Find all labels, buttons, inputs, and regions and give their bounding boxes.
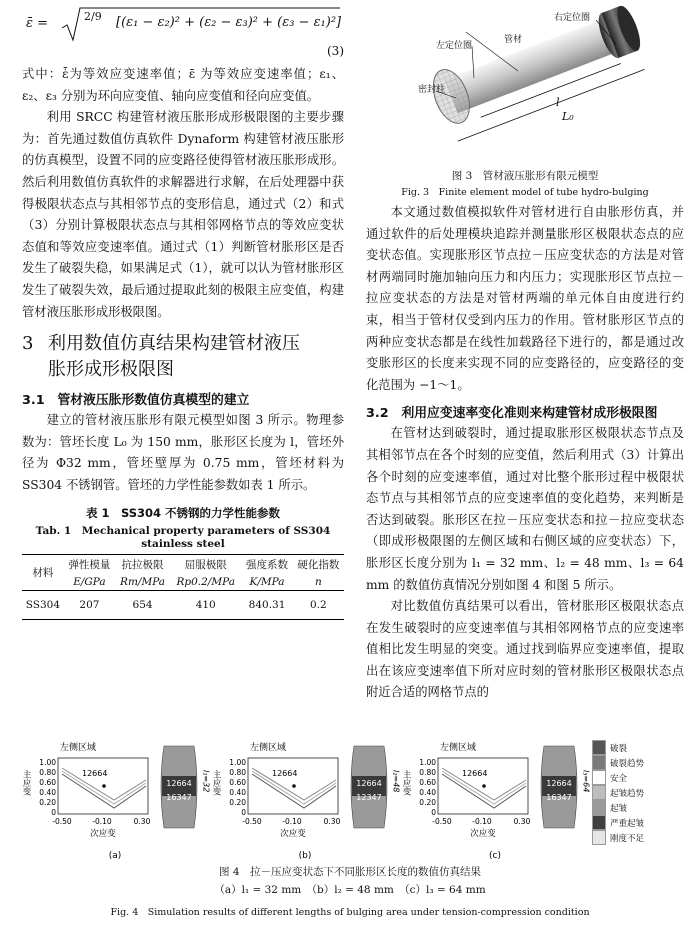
fig4-tube-node-a: 12664: [546, 779, 572, 788]
table1-header: 弹性模量: [68, 558, 111, 571]
table1-unit: Rp0.2/MPa: [176, 575, 235, 588]
fig4-ytick-label: 0.60: [229, 778, 246, 787]
fig4-legend-swatch: [592, 770, 606, 785]
fig3-caption-en: Fig. 3 Finite element model of tube hydro-bulging: [401, 187, 649, 198]
fig4-node-point: [482, 784, 486, 788]
fig4-xlabel: 次应变: [470, 829, 496, 839]
table1-header: 硬化指数: [297, 558, 340, 571]
fig4-xlabel: 次应变: [280, 829, 306, 839]
figure-3: [366, 6, 684, 198]
fig4-node-point: [102, 784, 106, 788]
table1-cell: SS304: [25, 598, 61, 611]
fig3-label-tube: 管材: [504, 35, 523, 45]
fig4-ylabel: 主应变: [401, 770, 411, 796]
fig4-ylabel: 主应变: [211, 770, 221, 796]
fig4-ytick-label: 0.60: [39, 778, 56, 787]
table1-unit: K/MPa: [249, 575, 285, 588]
fig4-tube-node-b: 16347: [166, 793, 192, 802]
fig4-ytick-label: 0: [241, 808, 246, 817]
table1-header: 强度系数: [246, 558, 289, 571]
eq3-number: (3): [327, 44, 344, 58]
fig4-xtick-label: -0.50: [432, 817, 452, 826]
fig4-ytick-label: 1.00: [39, 758, 56, 767]
table1-caption-en: Tab. 1 Mechanical property parameters of SS304 stainless steel: [35, 524, 331, 550]
fig4-xtick-label: 0.30: [133, 817, 151, 826]
section-3-2-paragraph-2: 对比数值仿真结果可以看出，管材胀形区极限状态点在发生破裂时的应变速率值与其相邻网格节点的应变速率值相比发生明显的突变。通过找到临界应变速率值，提取出在该应变速率值下所对应时刻的管材胀形区极限状态点附近合适的网格节点的: [366, 599, 684, 700]
fig4-ytick-label: 0.20: [229, 798, 246, 807]
fig4-node-point: [292, 784, 296, 788]
fig4-legend-item: [592, 830, 692, 845]
fig4-legend-label: 刚度不足: [610, 833, 645, 844]
table1-cell: 654: [132, 598, 153, 611]
fig4-length-label: l₂=48: [391, 770, 400, 793]
table1-row-header: 材料: [22, 554, 64, 590]
fig4-node-label: 12664: [272, 769, 298, 778]
fig4-ytick-label: 1.00: [419, 758, 436, 767]
fig4-ytick-label: 0: [51, 808, 56, 817]
table-row: [22, 590, 344, 619]
fig4-legend-label: 破裂趋势: [610, 758, 645, 769]
section-3-title-b: 胀形成形极限图: [48, 359, 174, 381]
fig4-ytick-label: 0.20: [419, 798, 436, 807]
section-3-1-text: 建立的管材液压胀形有限元模型如图 3 所示。物理参数为：管坯长度 L₀ 为 150 mm，胀形区长度为 l，管坯外径为 Φ32 mm，管坯壁厚为 0.75 mm，管坯材料为 SS304 不锈钢管。管坯的力学性能参数如表 1 所示。: [22, 413, 344, 492]
fig4-caption-sub: （a）l₁ = 32 mm （b）l₂ = 48 mm （c）l₃ = 64 mm: [214, 884, 486, 896]
fig4-region-label: 左侧区域: [250, 743, 287, 753]
fig4-xtick-label: -0.50: [52, 817, 72, 826]
left-paragraph-1: 式中：ε̇̄为等效应变速率值；ε̄ 为等效应变速率值；ε₁、ε₂、ε₃ 分别为环向应变值、轴向应变值和径向应变值。: [22, 67, 344, 103]
fig4-legend-swatch: [592, 815, 606, 830]
fig4-xtick-label: -0.10: [472, 817, 492, 826]
fig4-ytick-label: 0.60: [419, 778, 436, 787]
fig4-legend-item: [592, 740, 692, 755]
table1-cell: 207: [79, 598, 100, 611]
fig4-legend-swatch: [592, 830, 606, 845]
fig4-length-label: l₃=64: [581, 770, 590, 793]
fig4-legend-item: [592, 815, 692, 830]
fig4-ytick-label: 1.00: [229, 758, 246, 767]
fig4-region-label: 左侧区域: [440, 743, 477, 753]
fig4-caption-cn: 图 4 拉－压应变状态下不同胀形区长度的数值仿真结果: [218, 866, 482, 878]
fig4-legend-swatch: [592, 740, 606, 755]
section-3-title-a: 利用数值仿真结果构建管材液压: [48, 333, 300, 355]
fig4-panel-tag: (c): [489, 851, 501, 861]
section-3-2-paragraph-1: 在管材达到破裂时，通过提取胀形区极限状态节点及其相邻节点在各个时刻的应变值，然后利用式（3）计算出各个时刻的应变速率值，通过对比整个胀形过程中极限状态节点与其相邻节点的应变速率值的变化趋势，来判断是否达到破裂。胀形区在拉－压应变状态和拉－拉应变状态（即成形极限图的左侧区域和右侧区域的应变状态）下，胀形区长度分别为 l₁ = 32 mm、l₂ = 48 mm、l₃ = 64 mm 的数值仿真情况分别如图 4 和图 5 所示。: [366, 426, 684, 592]
fig3-label-left-locator: 左定位圈: [436, 41, 473, 51]
fig4-legend-swatch: [592, 755, 606, 770]
section-3-number: 3: [22, 333, 34, 355]
fig4-legend-label: 严重起皱: [610, 818, 645, 829]
fig4-caption-en: Fig. 4 Simulation results of different lengths of bulging area under tension-compression condition: [110, 907, 590, 918]
fig4-ylabel: 主应变: [21, 770, 31, 796]
table1-unit: E/GPa: [73, 575, 106, 588]
fig4-legend-label: 破裂: [610, 743, 628, 754]
fig4-ytick-label: 0.40: [229, 788, 246, 797]
fig4-ytick-label: 0.40: [419, 788, 436, 797]
fig4-xtick-label: 0.30: [513, 817, 531, 826]
fig4-ytick-label: 0.20: [39, 798, 56, 807]
fig4-legend-label: 起皱趋势: [610, 788, 645, 799]
section-3-2-heading: 3.2 利用应变速率变化准则来构建管材成形极限图: [366, 406, 658, 422]
fig4-legend-swatch: [592, 800, 606, 815]
fig4-xtick-label: -0.10: [282, 817, 302, 826]
fig4-legend-item: [592, 755, 692, 770]
right-paragraph-1: 本文通过数值模拟软件对管材进行自由胀形仿真，并通过软件的后处理模块追踪并测量胀形区极限状态点的应变状态值。实现胀形区节点拉－压应变状态的方法是对管材两端同时施加轴向压力和内压力；实现胀形区节点拉－拉应变状态的方法是对管材两端的单元体自由度进行约束，相当于管材仅受到内压力的作用。管材胀形区节点的两种应变状态都是在线性加载路径下进行的，都是通过改变胀形区的长度来实现不同的应变路径的，应变路径的变化范围为 −1～1。: [366, 205, 684, 392]
table1: [22, 554, 344, 620]
fig4-length-label: l₁=32: [201, 770, 210, 793]
table1-cell: 0.2: [309, 598, 327, 611]
fig3-caption-cn: 图 3 管材液压胀形有限元模型: [451, 170, 599, 182]
table1-header: 抗拉极限: [121, 558, 164, 571]
table1-cell: 410: [195, 598, 216, 611]
figure-4: [0, 740, 700, 936]
section-3-heading: [22, 331, 344, 383]
eq3-body: [(ε₁ − ε₂)² + (ε₂ − ε₃)² + (ε₃ − ε₁)²]: [116, 15, 342, 30]
fig4-tube-node-a: 12664: [356, 779, 382, 788]
eq3-lhs: ε̄ =: [26, 16, 49, 31]
fig4-xlabel: 次应变: [90, 829, 116, 839]
fig4-legend-item: [592, 785, 692, 800]
fig3-label-seal: 密封柱: [418, 85, 446, 95]
fig3-label-right-locator: 右定位圈: [554, 13, 591, 23]
table1-unit: n: [314, 575, 322, 588]
equation-3: [22, 6, 344, 46]
fig4-xtick-label: -0.10: [92, 817, 112, 826]
fig4-panel: [400, 740, 590, 862]
fig3-tube-model: [366, 6, 684, 156]
fig4-panel-tag: (b): [298, 851, 312, 861]
fig4-tube-node-b: 12347: [356, 793, 382, 802]
table1-header: 屈服极限: [184, 558, 227, 571]
fig4-ytick-label: 0.80: [39, 768, 56, 777]
fig4-ytick-label: 0: [431, 808, 436, 817]
section-3-1-heading: 3.1 管材液压胀形数值仿真模型的建立: [22, 393, 250, 409]
fig4-ytick-label: 0.80: [419, 768, 436, 777]
fig4-node-label: 12664: [82, 769, 108, 778]
eq3-coef: 2/9: [84, 10, 102, 23]
fig4-tube-node-a: 12664: [166, 779, 192, 788]
fig4-ytick-label: 0.40: [39, 788, 56, 797]
fig4-legend-swatch: [592, 785, 606, 800]
fig4-panel: [20, 740, 210, 862]
fig4-ytick-label: 0.80: [229, 768, 246, 777]
fig4-xtick-label: 0.30: [323, 817, 341, 826]
left-column: [22, 6, 344, 620]
fig4-legend-item: [592, 770, 692, 785]
right-column: [366, 6, 684, 704]
fig4-legend: [592, 740, 692, 845]
fig3-label-l: l: [556, 96, 560, 109]
fig4-panel: [210, 740, 400, 862]
fig4-panel-tag: (a): [108, 851, 122, 861]
fig4-region-label: 左侧区域: [60, 743, 97, 753]
left-paragraph-2: 利用 SRCC 构建管材液压胀形成形极限图的主要步骤为：首先通过数值仿真软件 Dynaform 构建管材液压胀形的仿真模型，设置不同的应变路径使得管材液压胀形成形。然后利用数值仿真软件的求解器进行求解，在后处理器中获得极限状态点与其相邻节点的变形信息，通过式（2）和式（3）分别计算极限状态点与其相邻网格节点的等效应变状态值和等效应变速率值。通过式（1）判断管材胀形区是否发生了破裂失稳，如果满足式（1），就可以认为管材胀形区发生了破裂失效，最后通过提取此刻的极限主应变值，构建管材液压胀形成形极限图。: [22, 110, 344, 319]
fig4-xtick-label: -0.50: [242, 817, 262, 826]
table1-caption-cn: 表 1 SS304 不锈钢的力学性能参数: [85, 505, 281, 520]
fig4-legend-item: [592, 800, 692, 815]
fig4-node-label: 12664: [462, 769, 488, 778]
fig4-legend-label: 安全: [610, 773, 628, 784]
fig4-tube-node-b: 16347: [546, 793, 572, 802]
fig4-legend-label: 起皱: [610, 803, 628, 814]
table1-cell: 840.31: [248, 598, 286, 611]
tube-body: [445, 19, 617, 114]
table1-unit: Rm/MPa: [120, 575, 166, 588]
fig3-label-L0: L₀: [562, 110, 574, 123]
